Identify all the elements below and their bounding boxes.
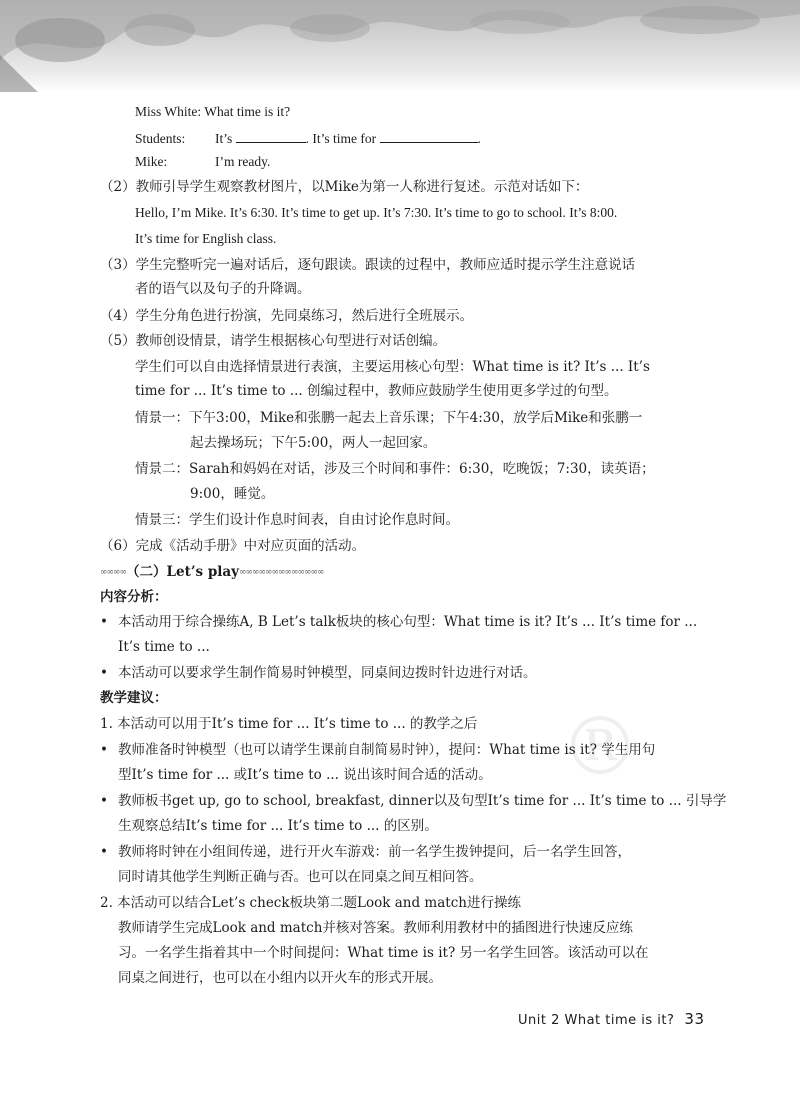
section-heading bbox=[100, 562, 323, 583]
step-number: （3） bbox=[100, 257, 136, 273]
bullet-icon: • bbox=[100, 614, 108, 630]
scene-2: 情景二：Sarah和妈妈在对话，涉及三个时间和事件：6:30，吃晚饭；7:30，读英语； bbox=[135, 461, 655, 477]
page-footer bbox=[518, 1010, 705, 1028]
decorative-pattern bbox=[0, 0, 800, 92]
dialogue-text: . It’s time for bbox=[305, 131, 380, 146]
step-text: 教师创设情景，请学生根据核心句型进行对话创编。 bbox=[135, 333, 447, 349]
dialogue-speaker: Students: bbox=[135, 131, 186, 146]
bullet-text: 教师板书get up, go to school, breakfast, dinner以及句型It’s time for ... It’s time to ... 引导学 bbox=[118, 793, 727, 809]
dialogue-text: . bbox=[477, 131, 481, 146]
advice-paragraph: 习。一名学生指着其中一个时间提问：What time is it? 另一名学生回答。该活动可以在 bbox=[118, 945, 649, 961]
step-number: （5） bbox=[100, 333, 136, 349]
advice-bullet-1 bbox=[100, 740, 655, 760]
advice-paragraph: 教师请学生完成Look and match并核对答案。教师利用教材中的插图进行快速反应练 bbox=[118, 920, 633, 936]
bullet-text: 本活动用于综合操练A, B Let’s talk板块的核心句型：What time is it? It’s ... It’s time for ... bbox=[118, 614, 698, 630]
analysis-heading: 内容分析： bbox=[100, 589, 168, 605]
step-5 bbox=[100, 331, 446, 351]
dialogue-line-2 bbox=[135, 128, 481, 149]
bullet-icon: • bbox=[100, 665, 108, 681]
decorative-border: ∞∞∞∞∞∞∞∞∞∞∞∞∞ bbox=[238, 567, 324, 578]
step-6 bbox=[100, 536, 365, 556]
scene-1: 情景一：下午3:00，Mike和张鹏一起去上音乐课；下午4:30，放学后Mike和张鹏一 bbox=[135, 410, 643, 426]
bullet-icon: • bbox=[100, 742, 108, 758]
bullet-icon: • bbox=[100, 793, 108, 809]
dialogue-text: I’m ready. bbox=[215, 154, 271, 169]
step-5-paragraph: time for ... It’s time to ... 创编过程中，教师应鼓励学生使用更多学过的句型。 bbox=[135, 383, 618, 399]
advice-item-1: 1. 本活动可以用于It’s time for ... It’s time to ... 的教学之后 bbox=[100, 716, 478, 732]
advice-bullet-1-cont: 型It’s time for ... 或It’s time to ... 说出该时间合适的活动。 bbox=[118, 767, 492, 783]
watermark: ® bbox=[560, 700, 640, 793]
dialogue-text: It’s bbox=[215, 131, 236, 146]
answer-blank bbox=[236, 128, 306, 143]
advice-bullet-2 bbox=[100, 791, 726, 811]
advice-paragraph: 同桌之间进行，也可以在小组内以开火车的形式开展。 bbox=[118, 970, 442, 986]
advice-heading: 教学建议： bbox=[100, 690, 168, 706]
step-3 bbox=[100, 255, 635, 275]
advice-item-2: 2. 本活动可以结合Let’s check板块第二题Look and match进行操练 bbox=[100, 895, 521, 911]
step-text: 完成《活动手册》中对应页面的活动。 bbox=[135, 538, 366, 554]
step-2-example: It’s time for English class. bbox=[135, 231, 277, 246]
bullet-text: 教师将时钟在小组间传递，进行开火车游戏：前一名学生拨钟提问，后一名学生回答， bbox=[118, 844, 631, 860]
advice-bullet-3 bbox=[100, 842, 631, 862]
step-5-paragraph: 学生们可以自由选择情景进行表演，主要运用核心句型：What time is it? It’s ... It’s bbox=[135, 359, 650, 375]
advice-bullet-3-cont: 同时请其他学生判断正确与否。也可以在同桌之间互相问答。 bbox=[118, 869, 483, 885]
step-text: 教师引导学生观察教材图片，以Mike为第一人称进行复述。示范对话如下： bbox=[135, 179, 589, 195]
step-4 bbox=[100, 306, 473, 326]
step-2-example: Hello, I’m Mike. It’s 6:30. It’s time to get up. It’s 7:30. It’s time to go to school. It’s 8:00. bbox=[135, 205, 618, 220]
scene-2-cont: 9:00，睡觉。 bbox=[190, 486, 275, 502]
answer-blank bbox=[380, 128, 478, 143]
step-number: （4） bbox=[100, 308, 136, 324]
analysis-bullet-1-cont: It’s time to ... bbox=[118, 639, 210, 655]
step-number: （2） bbox=[100, 179, 136, 195]
bullet-text: 本活动可以要求学生制作简易时钟模型，同桌间边拨时针边进行对话。 bbox=[118, 665, 537, 681]
dialogue-speaker: Mike: bbox=[135, 154, 168, 169]
step-text: 学生分角色进行扮演，先同桌练习，然后进行全班展示。 bbox=[135, 308, 474, 324]
step-number: （6） bbox=[100, 538, 136, 554]
bullet-text: 教师准备时钟模型（也可以请学生课前自制简易时钟），提问：What time is it? 学生用句 bbox=[118, 742, 656, 758]
bullet-icon: • bbox=[100, 844, 108, 860]
advice-bullet-2-cont: 生观察总结It’s time for ... It’s time to ... 的区别。 bbox=[118, 818, 438, 834]
page-number: 33 bbox=[684, 1010, 705, 1028]
scene-1-cont: 起去操场玩；下午5:00，两人一起回家。 bbox=[190, 435, 437, 451]
section-title: （二）Let’s play bbox=[126, 564, 239, 580]
scene-3: 情景三：学生们设计作息时间表，自由讨论作息时间。 bbox=[135, 512, 459, 528]
step-2 bbox=[100, 177, 588, 197]
decorative-border: ∞∞∞∞ bbox=[100, 567, 126, 578]
analysis-bullet-2 bbox=[100, 663, 537, 683]
header-banner bbox=[0, 0, 800, 92]
dialogue-line-3 bbox=[135, 152, 270, 172]
dialogue-line-1: Miss White: What time is it? bbox=[135, 104, 291, 119]
step-text: 学生完整听完一遍对话后，逐句跟读。跟读的过程中，教师应适时提示学生注意说话 bbox=[135, 257, 636, 273]
analysis-bullet-1 bbox=[100, 612, 697, 632]
step-3-cont: 者的语气以及句子的升降调。 bbox=[135, 281, 311, 297]
unit-label: Unit 2 What time is it? bbox=[518, 1013, 675, 1028]
